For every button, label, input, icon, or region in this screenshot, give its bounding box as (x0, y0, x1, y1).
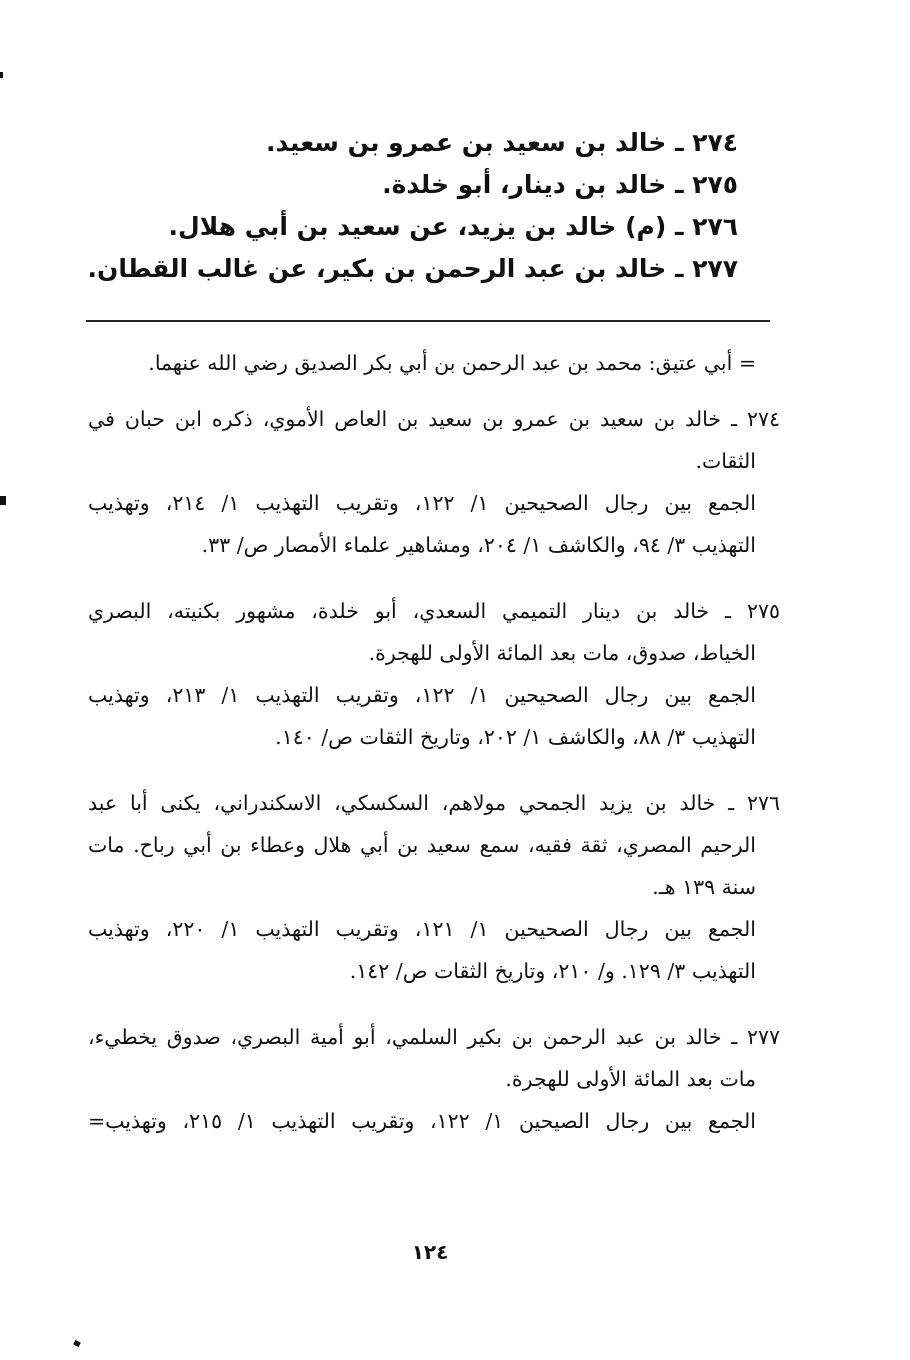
footnote-274-line: الثقات. (695, 449, 756, 473)
footnote-276-line: سنة ١٣٩ هـ. (652, 875, 756, 899)
scan-speck (0, 72, 3, 78)
footnote-276-sources: التهذيب ٣/ ١٢٩. و/ ٢١٠، وتاريخ الثقات ص/ ١٤٢. (349, 959, 756, 983)
footnote-277 (88, 1016, 780, 1142)
footnote-274 (88, 398, 780, 566)
scan-speck (73, 1340, 81, 1347)
entry-274: ٢٧٤ ـ خالد بن سعيد بن عمرو بن سعيد. (266, 128, 738, 157)
footnotes (88, 342, 780, 1142)
entry-276: ٢٧٦ ـ (م) خالد بن يزيد، عن سعيد بن أبي هلال. (168, 212, 738, 241)
footnote-continuation: = أبي عتيق: محمد بن عبد الرحمن بن أبي بكر الصديق رضي الله عنهما. (148, 351, 756, 375)
entry-275: ٢٧٥ ـ خالد بن دينار، أبو خلدة. (382, 170, 738, 199)
footnote-277-sources: الجمع بين رجال الصيحين ١/ ١٢٢، وتقريب التهذيب ١/ ٢١٥، وتهذيب= (88, 1109, 756, 1133)
footnote-276-sources: الجمع بين رجال الصحيحين ١/ ١٢١، وتقريب التهذيب ١/ ٢٢٠، وتهذيب (88, 917, 756, 941)
footnote-275-sources: الجمع بين رجال الصحيحين ١/ ١٢٢، وتقريب التهذيب ١/ ٢١٣، وتهذيب (88, 683, 756, 707)
footnote-274-sources: الجمع بين رجال الصحيحين ١/ ١٢٢، وتقريب التهذيب ١/ ٢١٤، وتهذيب (88, 491, 756, 515)
footnote-277-line: ٢٧٧ ـ خالد بن عبد الرحمن بن بكير السلمي، أبو أمية البصري، صدوق يخطيء، (88, 1025, 780, 1049)
main-entries (87, 122, 738, 290)
footnote-277-line: مات بعد المائة الأولى للهجرة. (505, 1067, 756, 1091)
footnote-274-sources: التهذيب ٣/ ٩٤، والكاشف ١/ ٢٠٤، ومشاهير علماء الأمصار ص/ ٣٣. (201, 533, 756, 557)
footnote-276-line: الرحيم المصري، ثقة فقيه، سمع سعيد بن أبي هلال وعطاء بن أبي رباح. مات (88, 833, 756, 857)
footnote-275-line: ٢٧٥ ـ خالد بن دينار التميمي السعدي، أبو خلدة، مشهور بكنيته، البصري (88, 599, 780, 623)
footnote-275 (88, 590, 780, 758)
page-number: ١٢٤ (411, 1240, 449, 1264)
footnote-275-sources: التهذيب ٣/ ٨٨، والكاشف ١/ ٢٠٢، وتاريخ الثقات ص/ ١٤٠. (275, 725, 756, 749)
entry-277: ٢٧٧ ـ خالد بن عبد الرحمن بن بكير، عن غالب القطان. (87, 254, 738, 283)
scan-speck (0, 496, 6, 505)
footnote-275-line: الخياط، صدوق، مات بعد المائة الأولى للهجرة. (368, 641, 756, 665)
footnote-276-line: ٢٧٦ ـ خالد بن يزيد الجمحي مولاهم، السكسكي، الاسكندراني، يكنى أبا عبد (88, 791, 780, 815)
footnote-276 (88, 782, 780, 992)
footnote-divider (86, 320, 770, 322)
footnote-274-line: ٢٧٤ ـ خالد بن سعيد بن عمرو بن سعيد بن العاص الأموي، ذكره ابن حبان في (88, 407, 780, 431)
